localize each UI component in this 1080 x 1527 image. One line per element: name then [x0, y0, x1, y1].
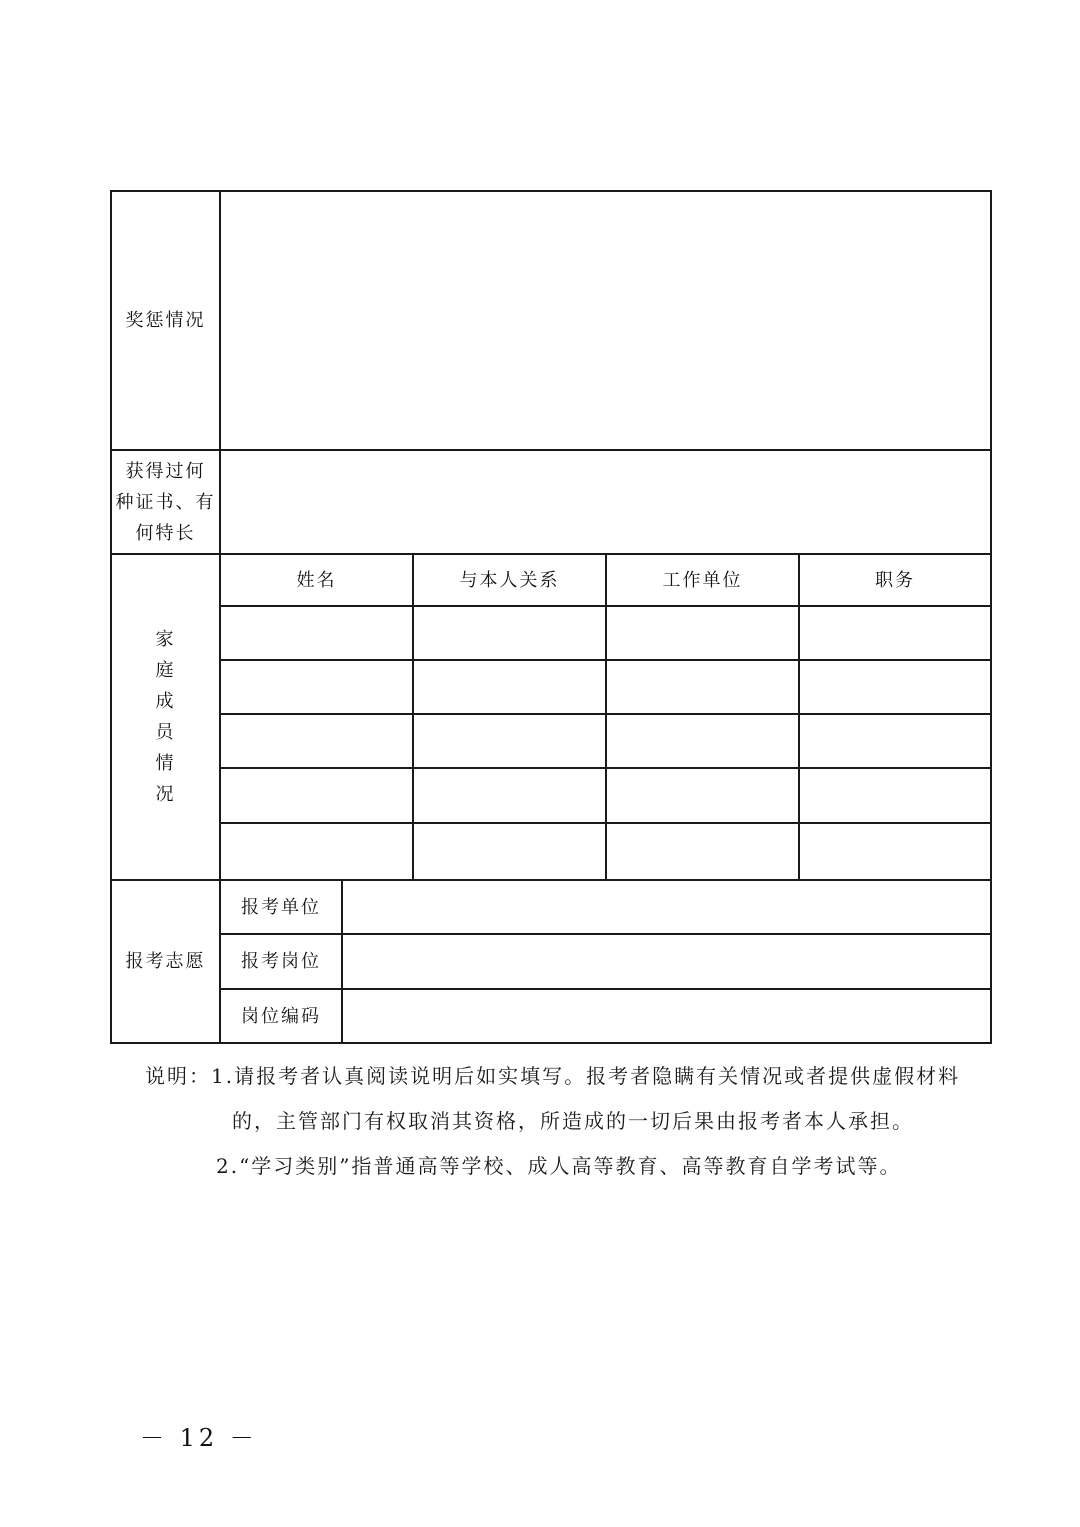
awards-label: 奖惩情况	[111, 191, 220, 450]
application-unit-label: 报考单位	[220, 880, 342, 934]
family-position-cell[interactable]	[799, 823, 991, 880]
note-line-2: 的，主管部门有权取消其资格，所造成的一切后果由报考者本人承担。	[232, 1109, 914, 1133]
certificates-label-line: 种证书、有	[115, 491, 216, 513]
family-position-cell[interactable]	[799, 714, 991, 768]
certificates-label-line: 获得过何	[125, 460, 206, 482]
column-header-relationship: 与本人关系	[413, 554, 606, 606]
family-label-char: 成	[155, 691, 176, 712]
awards-row	[111, 191, 991, 450]
certificates-label	[111, 450, 220, 554]
application-post-label: 报考岗位	[220, 934, 342, 989]
family-position-cell[interactable]	[799, 606, 991, 660]
family-workplace-cell[interactable]	[606, 660, 799, 714]
family-label-char: 庭	[155, 660, 176, 681]
family-relationship-cell[interactable]	[413, 768, 606, 823]
application-row	[111, 880, 991, 934]
certificates-field[interactable]	[220, 450, 991, 554]
family-label-char: 员	[155, 722, 176, 743]
family-member-row	[111, 768, 991, 823]
registration-form-table	[110, 190, 992, 1044]
family-label-char: 况	[155, 784, 176, 805]
awards-field[interactable]	[220, 191, 991, 450]
family-member-row	[111, 714, 991, 768]
family-relationship-cell[interactable]	[413, 606, 606, 660]
page-number: － 12 －	[140, 1424, 258, 1452]
family-member-row	[111, 660, 991, 714]
post-code-label: 岗位编码	[220, 989, 342, 1043]
application-unit-field[interactable]	[342, 880, 991, 934]
family-member-row	[111, 823, 991, 880]
family-relationship-cell[interactable]	[413, 660, 606, 714]
family-header-row	[111, 554, 991, 606]
family-workplace-cell[interactable]	[606, 768, 799, 823]
family-name-cell[interactable]	[220, 714, 413, 768]
family-workplace-cell[interactable]	[606, 823, 799, 880]
application-row	[111, 934, 991, 989]
certificates-label-line: 何特长	[135, 522, 196, 544]
column-header-workplace: 工作单位	[606, 554, 799, 606]
family-name-cell[interactable]	[220, 606, 413, 660]
note-line-1: 说明：1.请报考者认真阅读说明后如实填写。报考者隐瞒有关情况或者提供虚假材料	[145, 1064, 961, 1088]
family-label-char: 情	[155, 753, 176, 774]
family-name-cell[interactable]	[220, 660, 413, 714]
application-row	[111, 989, 991, 1043]
family-name-cell[interactable]	[220, 768, 413, 823]
family-member-row	[111, 606, 991, 660]
column-header-name: 姓名	[220, 554, 413, 606]
application-label: 报考志愿	[111, 880, 220, 1043]
family-members-label	[111, 554, 220, 880]
application-post-field[interactable]	[342, 934, 991, 989]
family-workplace-cell[interactable]	[606, 714, 799, 768]
certificates-row	[111, 450, 991, 554]
note-line-3: 2.“学习类别”指普通高等学校、成人高等教育、高等教育自学考试等。	[216, 1154, 902, 1178]
column-header-position: 职务	[799, 554, 991, 606]
family-name-cell[interactable]	[220, 823, 413, 880]
family-position-cell[interactable]	[799, 768, 991, 823]
family-relationship-cell[interactable]	[413, 714, 606, 768]
family-workplace-cell[interactable]	[606, 606, 799, 660]
post-code-field[interactable]	[342, 989, 991, 1043]
family-relationship-cell[interactable]	[413, 823, 606, 880]
family-position-cell[interactable]	[799, 660, 991, 714]
family-label-char: 家	[155, 629, 176, 650]
